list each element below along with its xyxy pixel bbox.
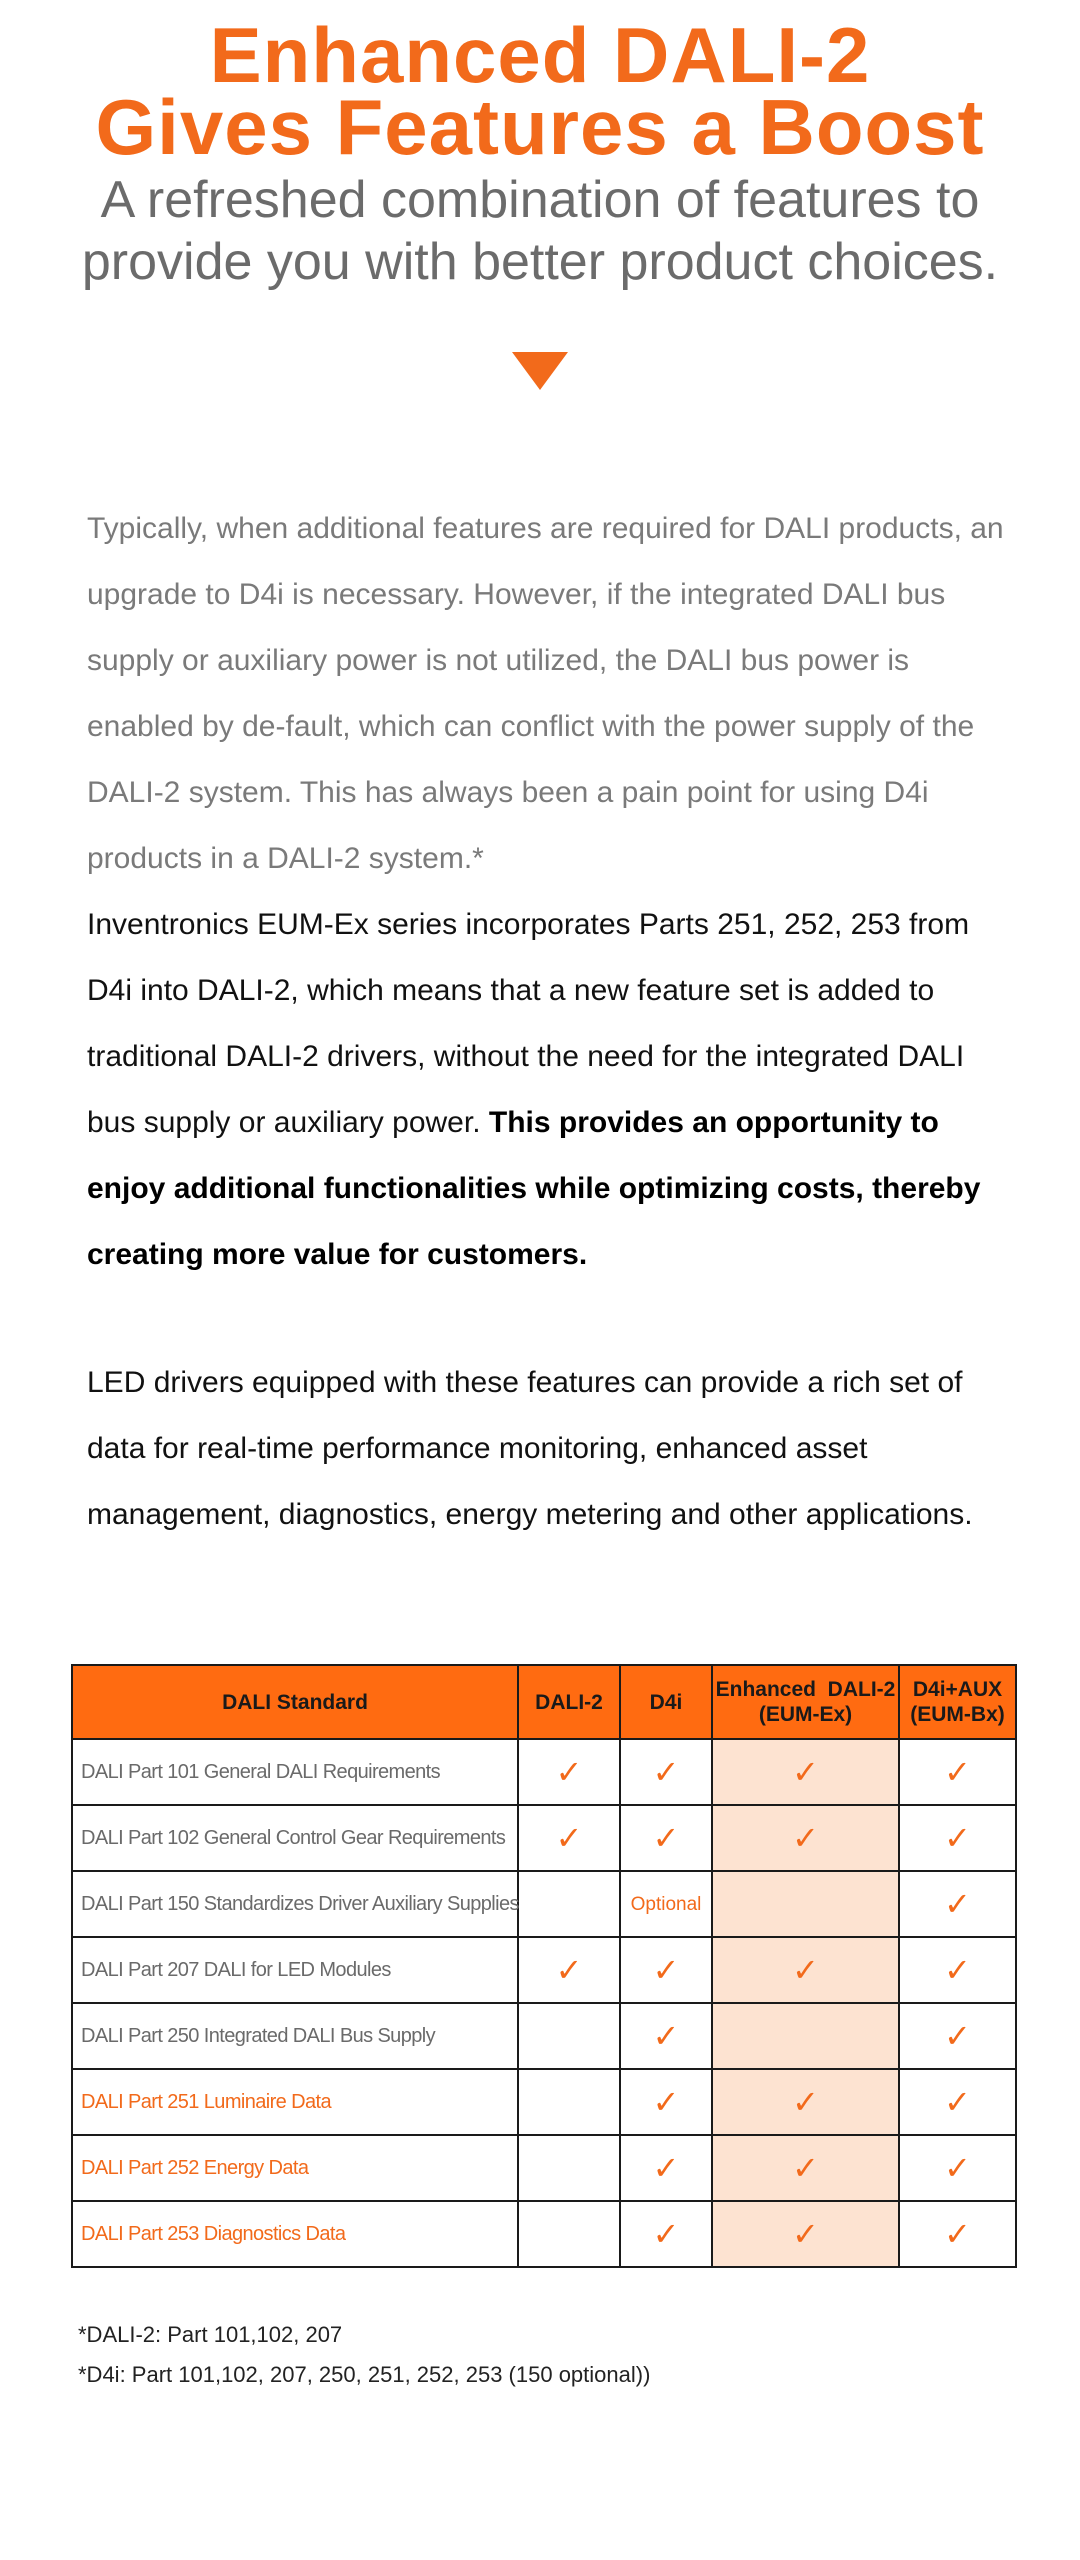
- row-label: DALI Part 251 Luminaire Data: [72, 2069, 518, 2135]
- cell-d4i: [620, 2003, 712, 2069]
- check-icon: ✓: [652, 2214, 680, 2253]
- check-icon: ✓: [944, 1884, 971, 1923]
- check-icon: ✓: [944, 1950, 971, 1989]
- cell-dali2: [518, 1871, 620, 1937]
- page-title-line2: Gives Features a Boost: [95, 83, 985, 171]
- check-icon: ✓: [652, 2148, 680, 2187]
- header-d4i-label: D4i: [649, 1690, 683, 1714]
- cell-d4i: [620, 2135, 712, 2201]
- page-subtitle-line2: provide you with better product choices.: [81, 233, 999, 291]
- cell-enhanced: [712, 1739, 899, 1805]
- check-icon: ✓: [944, 2016, 971, 2055]
- cell-d4i: [620, 2069, 712, 2135]
- table-row: [72, 2069, 1016, 2135]
- cell-d4i-aux: [899, 2003, 1016, 2069]
- check-icon: ✓: [555, 1950, 583, 1989]
- header-enhanced-line2: (EUM-Ex): [758, 1703, 853, 1726]
- cell-d4i-aux: [899, 1937, 1016, 2003]
- table-body: [72, 1739, 1016, 2267]
- intro-paragraph-1: Typically, when additional features are required for DALI products, an upgrade to D4i is necessary. However, if the integrated DALI bus supply or auxiliary power is not utilized, the DALI bus power is enabled by de-fault, which can conflict with the power supply of the DALI-2 system. This has always been a pain point for using D4i products in a DALI-2 system.*: [87, 512, 1004, 875]
- header-dali2: [518, 1665, 620, 1739]
- down-arrow-icon: [512, 352, 568, 390]
- cell-d4i: [620, 2201, 712, 2267]
- footnote-dali2: *DALI-2: Part 101,102, 207: [78, 2322, 343, 2347]
- comparison-table: [71, 1664, 1017, 2268]
- check-icon: ✓: [944, 2148, 971, 2187]
- cell-enhanced: [712, 1805, 899, 1871]
- table-row: [72, 1805, 1016, 1871]
- check-icon: ✓: [792, 1752, 819, 1791]
- page-title-line1: Enhanced DALI-2: [209, 11, 871, 99]
- header-dali-standard: [72, 1665, 518, 1739]
- cell-d4i: [620, 1937, 712, 2003]
- check-icon: ✓: [944, 2214, 971, 2253]
- check-icon: ✓: [652, 1818, 680, 1857]
- cell-dali2: [518, 2201, 620, 2267]
- cell-dali2: [518, 1937, 620, 2003]
- check-icon: ✓: [944, 2082, 971, 2121]
- cell-enhanced: [712, 2135, 899, 2201]
- table-row: [72, 2003, 1016, 2069]
- cell-enhanced: [712, 2069, 899, 2135]
- check-icon: ✓: [792, 1950, 819, 1989]
- table-row: [72, 1937, 1016, 2003]
- header-dali-standard-label: DALI Standard: [222, 1690, 368, 1714]
- header-enhanced-dali2: [712, 1665, 899, 1739]
- row-label: DALI Part 207 DALI for LED Modules: [72, 1937, 518, 2003]
- row-label: DALI Part 250 Integrated DALI Bus Supply: [72, 2003, 518, 2069]
- cell-d4i: [620, 1805, 712, 1871]
- header-aux-line1: D4i+AUX: [912, 1678, 1003, 1701]
- cell-d4i-aux: [899, 2069, 1016, 2135]
- cell-d4i-aux: [899, 2201, 1016, 2267]
- check-icon: ✓: [652, 1950, 680, 1989]
- check-icon: ✓: [652, 1752, 680, 1791]
- footnote-d4i: *D4i: Part 101,102, 207, 250, 251, 252, 253 (150 optional)): [78, 2362, 651, 2387]
- check-icon: ✓: [652, 2082, 680, 2121]
- header-enhanced-line1: Enhanced DALI-2: [715, 1678, 896, 1701]
- header-d4i: [620, 1665, 712, 1739]
- check-icon: ✓: [944, 1752, 971, 1791]
- check-icon: ✓: [792, 2214, 819, 2253]
- cell-enhanced: [712, 1937, 899, 2003]
- check-icon: ✓: [555, 1818, 583, 1857]
- header-d4i-aux: [899, 1665, 1016, 1739]
- check-icon: ✓: [792, 1818, 819, 1857]
- header-aux-line2: (EUM-Bx): [910, 1703, 1005, 1726]
- check-icon: ✓: [944, 1818, 971, 1857]
- row-label: DALI Part 102 General Control Gear Requirements: [72, 1805, 518, 1871]
- row-label: DALI Part 101 General DALI Requirements: [72, 1739, 518, 1805]
- cell-dali2: [518, 1739, 620, 1805]
- header-dali2-label: DALI-2: [535, 1690, 603, 1714]
- check-icon: ✓: [555, 1752, 583, 1791]
- cell-dali2: [518, 2003, 620, 2069]
- cell-d4i-aux: [899, 1871, 1016, 1937]
- cell-d4i-aux: [899, 1805, 1016, 1871]
- cell-d4i: [620, 1871, 712, 1937]
- table-row: [72, 1871, 1016, 1937]
- intro-paragraph-2-text: Inventronics EUM-Ex series incorporates Parts 251, 252, 253 from D4i into DALI-2, which means that a new feature set is added to traditional DALI-2 drivers, without the need for the integrated DALI bus supply or auxiliary power.: [87, 908, 970, 1139]
- cell-dali2: [518, 1805, 620, 1871]
- cell-enhanced: [712, 2003, 899, 2069]
- check-icon: ✓: [792, 2148, 819, 2187]
- table-row: [72, 2201, 1016, 2267]
- table-row: [72, 2135, 1016, 2201]
- cell-dali2: [518, 2135, 620, 2201]
- check-icon: ✓: [792, 2082, 819, 2121]
- table-row: [72, 1739, 1016, 1805]
- optional-label: Optional: [630, 1894, 702, 1915]
- row-label: DALI Part 253 Diagnostics Data: [72, 2201, 518, 2267]
- cell-d4i: [620, 1739, 712, 1805]
- check-icon: ✓: [652, 2016, 680, 2055]
- intro-paragraph-3: LED drivers equipped with these features can provide a rich set of data for real-time performance monitoring, enhanced asset management, diagnostics, energy metering and other applications.: [87, 1366, 973, 1531]
- page-subtitle-line1: A refreshed combination of features to: [100, 171, 980, 229]
- row-label: DALI Part 150 Standardizes Driver Auxiliary Supplies: [72, 1871, 518, 1937]
- intro-paragraph-2: [87, 892, 1007, 1288]
- cell-enhanced: [712, 2201, 899, 2267]
- cell-dali2: [518, 2069, 620, 2135]
- cell-enhanced: [712, 1871, 899, 1937]
- row-label: DALI Part 252 Energy Data: [72, 2135, 518, 2201]
- cell-d4i-aux: [899, 2135, 1016, 2201]
- table-header-row: [72, 1665, 1016, 1739]
- cell-d4i-aux: [899, 1739, 1016, 1805]
- intro-paragraph-2-emphasis: This provides an opportunity to enjoy additional functionalities while optimizing costs, thereby creating more value for customers.: [87, 1106, 981, 1271]
